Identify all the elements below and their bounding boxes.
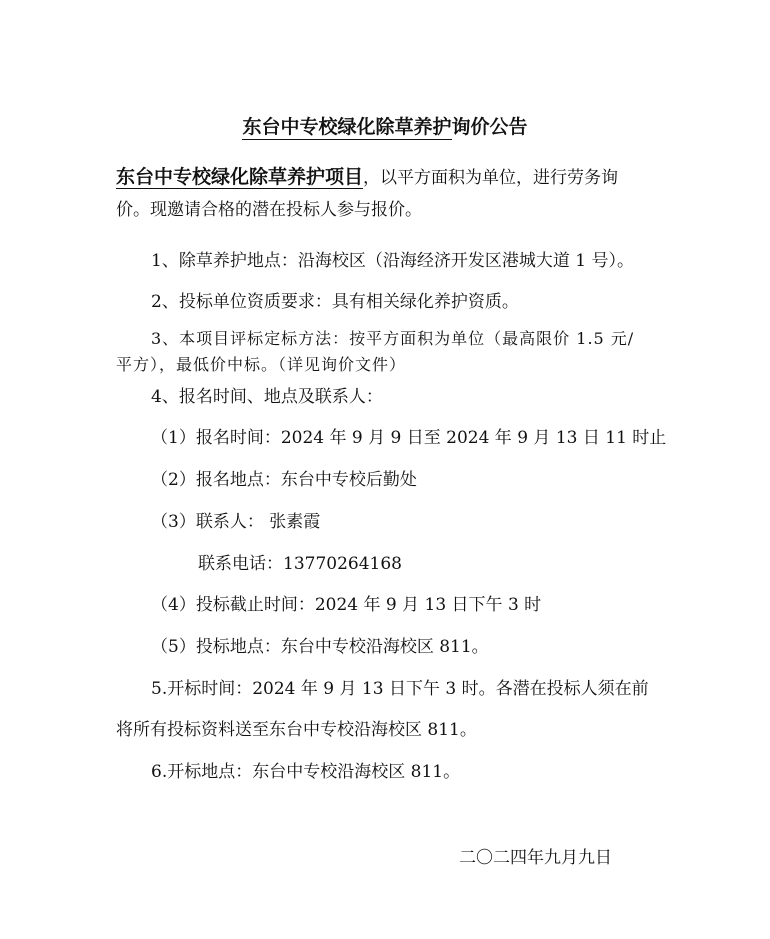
intro-text: ，以平方面积为单位，进行劳务询: [363, 168, 619, 188]
item-1: 1、除草养护地点：沿海校区（沿海经济开发区港城大道 1 号）。: [151, 251, 634, 271]
intro-line-1: [116, 166, 618, 189]
sub-item-3: （3）联系人： 张素霞: [151, 512, 321, 532]
item-2: 2、投标单位资质要求：具有相关绿化养护资质。: [151, 292, 519, 312]
item-5-line-1: 5.开标时间：2024 年 9 月 13 日下午 3 时。各潜在投标人须在前: [151, 679, 649, 699]
item-3-line-1: 3、本项目评标定标方法：按平方面积为单位（最高限价 1.5 元/: [151, 329, 635, 348]
sub-item-5: （5）投标地点：东台中专校沿海校区 811。: [151, 637, 489, 657]
item-4: 4、报名时间、地点及联系人：: [151, 387, 383, 407]
announcement-date: 二〇二四年九月九日: [459, 848, 612, 868]
item-5-line-2: 将所有投标资料送至东台中专校沿海校区 811。: [116, 720, 477, 740]
sub-item-2: （2）报名地点：东台中专校后勤处: [151, 470, 417, 490]
intro-line-2: 价。现邀请合格的潜在投标人参与报价。: [116, 200, 422, 220]
item-3-line-2: 平方），最低价中标。（详见询价文件）: [116, 355, 407, 374]
sub-item-1: （1）报名时间：2024 年 9 月 9 日至 2024 年 9 月 13 日 11 时止: [151, 428, 667, 448]
sub-item-4: （4）投标截止时间：2024 年 9 月 13 日下午 3 时: [151, 595, 542, 615]
project-name: 东台中专校绿化除草养护项目: [116, 166, 364, 188]
item-6: 6.开标地点：东台中专校沿海校区 811。: [151, 762, 461, 782]
contact-phone: 联系电话：13770264168: [198, 554, 402, 574]
page-title: [0, 112, 770, 139]
title-rest: 询价公告: [451, 116, 528, 138]
title-underlined: 东台中专校绿化除草养护: [242, 116, 452, 138]
